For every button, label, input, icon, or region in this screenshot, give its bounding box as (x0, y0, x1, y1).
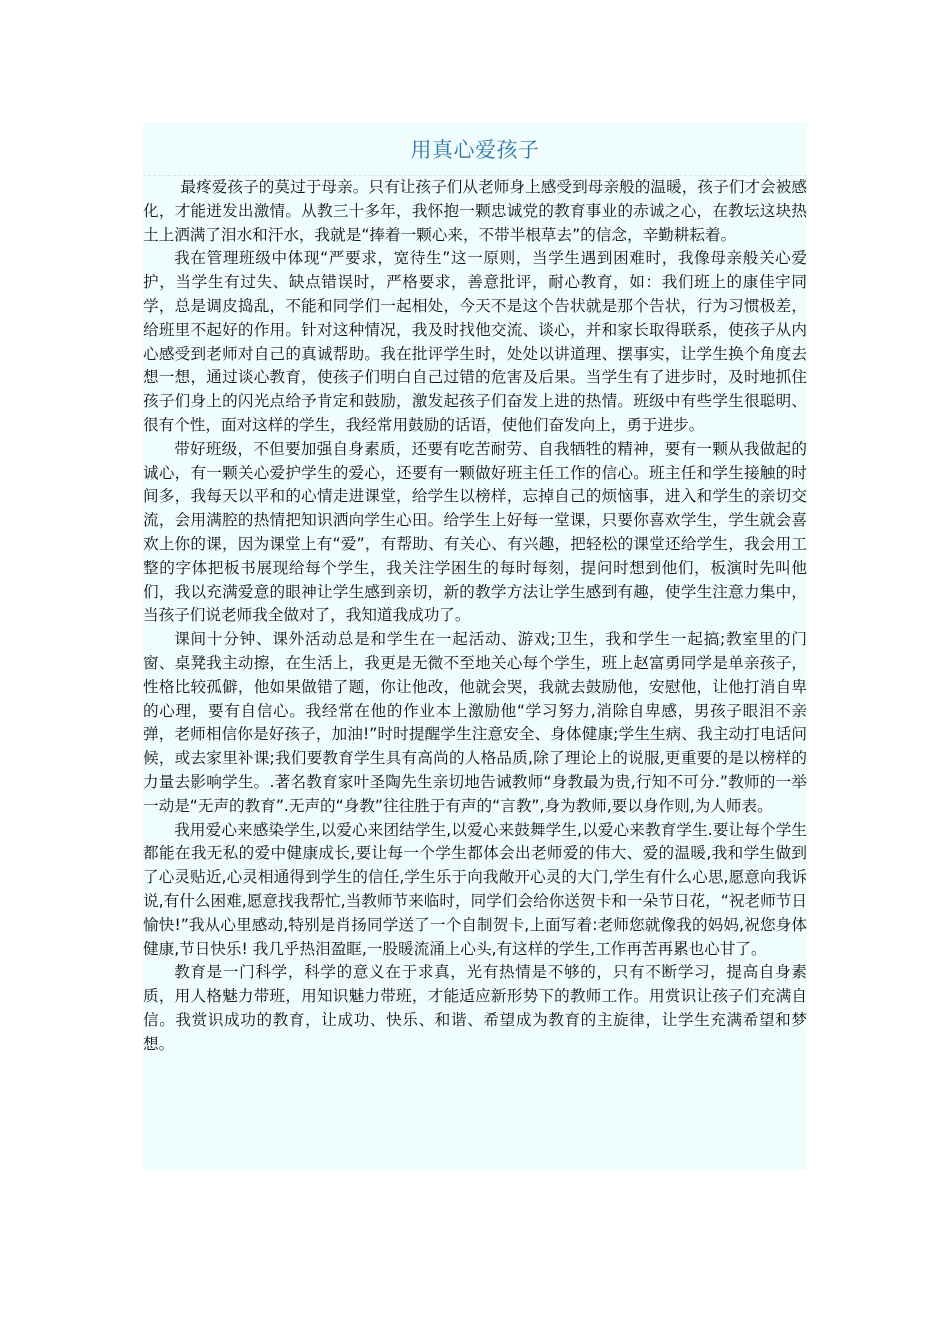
document-title: 用真心爱孩子 (410, 138, 540, 162)
paragraph-4: 课间十分钟、课外活动总是和学生在一起活动、游戏;卫生，我和学生一起搞;教室里的门窗、桌凳我主动擦，在生活上，我更是无微不至地关心每个学生，班上赵富勇同学是单亲孩子，性格比较孤僻，他如果做错了题，你让他改，他就会哭，我就去鼓励他，安慰他，让他打消自卑的心理，要有自信心。我经常在他的作业本上激励他“学习努力,消除自卑感，男孩子眼泪不亲弹，老师相信你是好孩子，加油!”时时提醒学生注意安全、身体健康;学生生病、我主动打电话问候，或去家里补课;我们要教育学生具有高尚的人格品质,除了理论上的说服,更重要的是以榜样的力量去影响学生。.著名教育家叶圣陶先生亲切地告诫教师“身教最为贵,行知不可分.”教师的一举一动是“无声的教育”.无声的“身教”往往胜于有声的“言教”,身为教师,要以身作则,为人师表。 (143, 630, 807, 815)
paragraph-6: 教育是一门科学，科学的意义在于求真，光有热情是不够的，只有不断学习，提高自身素质，用人格魅力带班，用知识魅力带班，才能适应新形势下的教师工作。用赏识让孩子们充满自信。我赏识成功的教育，让成功、快乐、和谐、希望成为教育的主旋律，让学生充满希望和梦想。 (143, 963, 807, 1053)
paragraph-2: 我在管理班级中体现“严要求，宽待生”这一原则，当学生遇到困难时，我像母亲般关心爱护，当学生有过失、缺点错误时，严格要求，善意批评，耐心教育，如：我们班上的康佳宇同学，总是调皮捣乱，不能和同学们一起相处，今天不是这个告状就是那个告状，行为习惯极差，给班里不起好的作用。针对这种情况，我及时找他交流、谈心，并和家长取得联系，使孩子从内心感受到老师对自己的真诚帮助。我在批评学生时，处处以讲道理、摆事实，让学生换个角度去想一想，通过谈心教育，使孩子们明白自己过错的危害及后果。当学生有了进步时，及时地抓住孩子们身上的闪光点给予肯定和鼓励，激发起孩子们奋发上进的热情。班级中有些学生很聪明、很有个性，面对这样的学生，我经常用鼓励的话语，使他们奋发向上，勇于进步。 (143, 249, 807, 434)
document-body (143, 176, 807, 1056)
title-bar (143, 122, 807, 176)
paragraph-1: 最疼爱孩子的莫过于母亲。只有让孩子们从老师身上感受到母亲般的温暖，孩子们才会被感化，才能迸发出激情。从教三十多年，我怀抱一颗忠诚党的教育事业的赤诚之心，在教坛这块热土上洒满了泪水和汗水，我就是“捧着一颗心来，不带半根草去”的信念，辛勤耕耘着。 (143, 178, 807, 244)
paragraph-3: 带好班级，不但要加强自身素质，还要有吃苦耐劳、自我牺牲的精神，要有一颗从我做起的诚心，有一颗关心爱护学生的爱心，还要有一颗做好班主任工作的信心。班主任和学生接触的时间多，我每天以平和的心情走进课堂，给学生以榜样，忘掉自己的烦恼事，进入和学生的亲切交流，会用满腔的热情把知识洒向学生心田。给学生上好每一堂课，只要你喜欢学生，学生就会喜欢上你的课，因为课堂上有“爱”，有帮助、有关心、有兴趣，把轻松的课堂还给学生，我会用工整的字体把板书展现给每个学生，我关注学困生的每时每刻，提问时想到他们，板演时先叫他们，我以充满爱意的眼神让学生感到亲切，新的教学方法让学生感到有趣，使学生注意力集中，当孩子们说老师我全做对了，我知道我成功了。 (143, 439, 807, 625)
paragraph-5: 我用爱心来感染学生,以爱心来团结学生,以爱心来鼓舞学生,以爱心来教育学生.要让每个学生都能在我无私的爱中健康成长,要让每一个学生都体会出老师爱的伟大、爱的温暖,我和学生做到了心灵贴近,心灵相通得到学生的信任,学生乐于向我敞开心灵的大门,学生有什么心思,愿意向我诉说,有什么困难,愿意找我帮忙,当教师节来临时，同学们会给你送贺卡和一朵节日花，“祝老师节日愉快!”我从心里感动,特别是肖扬同学送了一个自制贺卡,上面写着:老师您就像我的妈妈,祝您身体健康,节日快乐! 我几乎热泪盈眶,一股暖流涌上心头,有这样的学生,工作再苦再累也心甘了。 (143, 820, 807, 958)
